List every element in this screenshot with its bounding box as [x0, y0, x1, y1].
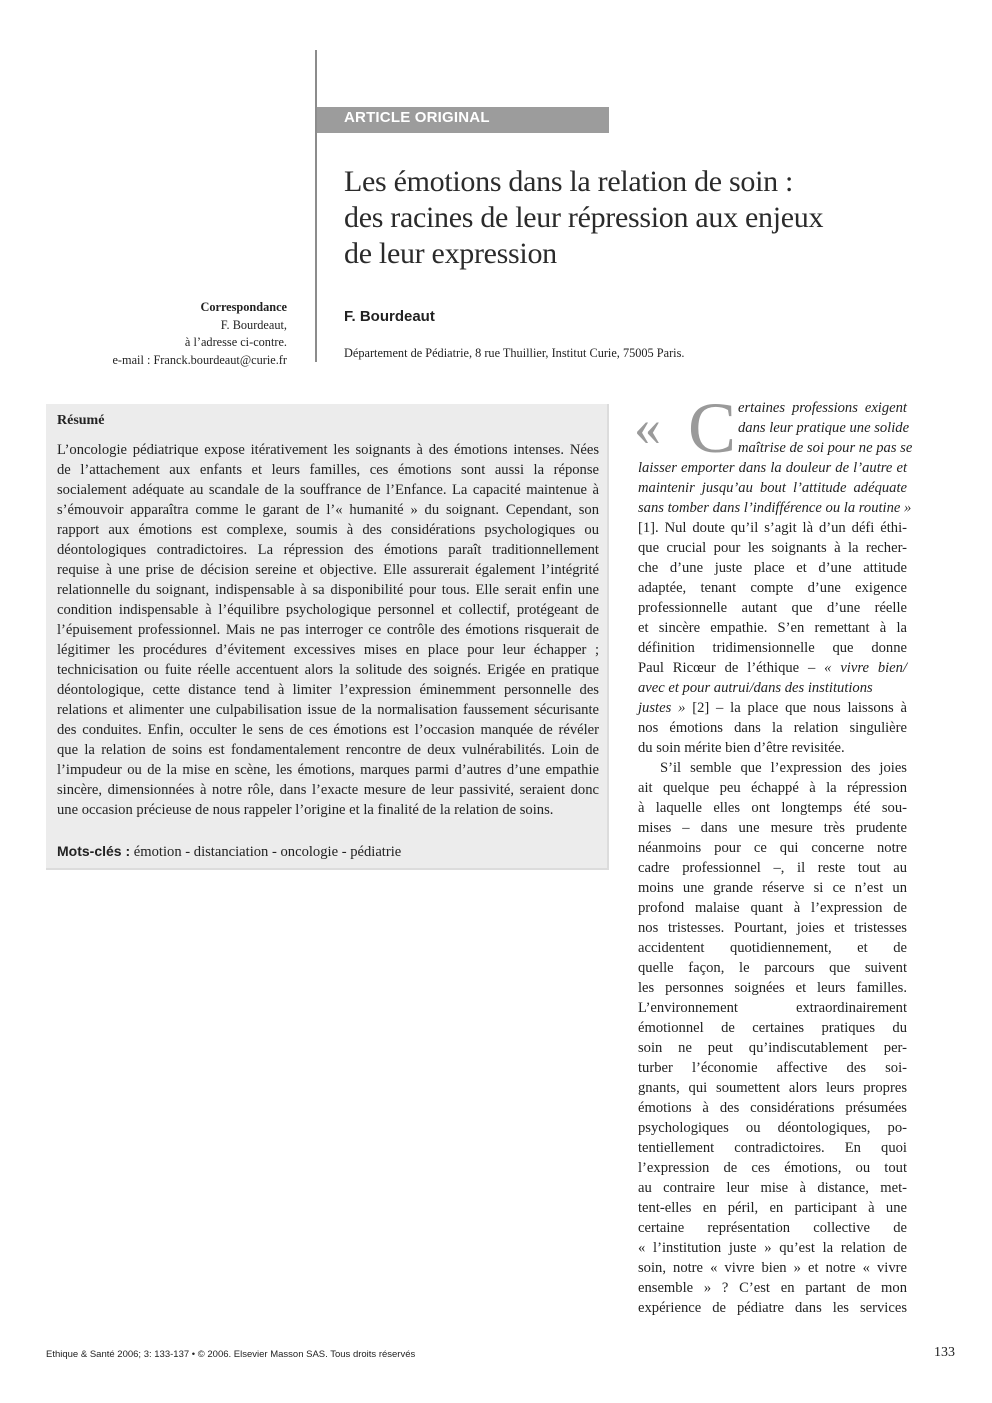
body-line: tentiellement contradictoires. En quoi	[638, 1140, 907, 1156]
body-line: profond malaise quant à l’expression de	[638, 900, 907, 916]
abstract-line: relations et alimenter une culpabilisation issue de la normalisation faussement sécurisante	[57, 702, 599, 718]
abstract-line: déontologique, cette distance tend à limiter l’expression éminemment personnelle des	[57, 682, 599, 698]
body-line: au contraire leur mise à distance, met-	[638, 1180, 907, 1196]
abstract-line: technicisation ou fuite réelle accentuent alors la solitude des soignés. Erigée en pratique	[57, 662, 599, 678]
body-line: nos émotions dans la relation singulière	[638, 720, 907, 736]
page-number: 133	[934, 1345, 955, 1360]
body-line: néanmoins pour ce qui concerne notre	[638, 840, 907, 856]
section-label-bar	[317, 107, 609, 133]
body-line: maîtrise de soi pour ne pas se	[738, 440, 913, 456]
section-label: ARTICLE ORIGINAL	[344, 109, 490, 126]
body-line: soin, notre « vivre bien » et notre « vivre	[638, 1260, 907, 1276]
body-line: S’il semble que l’expression des joies	[660, 760, 907, 776]
abstract-line: que la relation de soins est fondamentalement rencontre de deux vulnérabilités. Loin de	[57, 742, 599, 758]
correspondence-block	[60, 299, 287, 369]
correspondence-heading: Correspondance	[200, 300, 287, 314]
body-line: cadre professionnel –, il reste tout au	[638, 860, 907, 876]
body-line: psychologiques ou déontologiques, po-	[638, 1120, 907, 1136]
body-line: moins une grande réserve si ce n’est un	[638, 880, 907, 896]
body-line: émotions à des considérations présumées	[638, 1100, 907, 1116]
opening-quote-mark: «	[634, 397, 661, 457]
body-line: L’environnement extraordinairement	[638, 1000, 907, 1016]
abstract-box	[46, 404, 609, 870]
body-line: adaptée, tenant compte d’une exigence	[638, 580, 907, 596]
body-line: sans tomber dans l’indifférence ou la routine »	[638, 500, 912, 516]
abstract-line: des conduites. Enfin, occulter le sens de ces émotions est l’occasion manquée de révéler	[57, 722, 599, 738]
body-line: laisser emporter dans la douleur de l’autre et	[638, 460, 907, 476]
body-line: che d’une juste place et d’une attitude	[638, 560, 907, 576]
keywords-list: émotion - distanciation - oncologie - pédiatrie	[133, 844, 402, 860]
abstract-line: l’impudeur ou de la mise en scène, les émotions, marques parmi d’autres d’une empathie	[57, 762, 599, 778]
body-line: ertaines professions exigent	[738, 400, 907, 416]
body-line: justes » [2] – la place que nous laissons à	[638, 700, 908, 716]
correspondence-line: F. Bourdeaut,	[220, 317, 287, 332]
body-line: quelle façon, le parcours que suivent	[638, 960, 907, 976]
body-line: « l’institution juste » qu’est la relation de	[638, 1240, 907, 1256]
body-line: turber l’économie affective des soi-	[638, 1060, 907, 1076]
correspondence-line: à l’adresse ci-contre.	[184, 335, 287, 349]
footer-citation: Ethique & Santé 2006; 3: 133-137 • © 2006. Elsevier Masson SAS. Tous droits réservés	[46, 1349, 416, 1360]
body-line: dans leur pratique une solide	[738, 420, 910, 436]
author-affiliation: Département de Pédiatrie, 8 rue Thuillier, Institut Curie, 75005 Paris.	[344, 346, 685, 360]
author-name: F. Bourdeaut	[344, 308, 435, 325]
keywords	[57, 843, 401, 861]
body-line: l’expression de ces émotions, ou tout	[638, 1160, 907, 1176]
body-line: professionnelle autant que d’une réelle	[638, 600, 907, 616]
body-line: certaine représentation collective de	[638, 1220, 907, 1236]
body-line: à laquelle elles ont longtemps été sou-	[638, 800, 907, 816]
body-line: ait quelque peu échappé à la répression	[638, 780, 907, 796]
title-line: des racines de leur répression aux enjeux	[344, 201, 824, 234]
header-divider-line	[315, 50, 317, 362]
abstract-line: s’émouvoir apparaîtra comme le garant de l’« humanité » du soignant. Cependant, son	[57, 502, 599, 518]
body-line: ensemble » ? C’est en partant de mon	[638, 1280, 907, 1296]
keywords-label: Mots-clés :	[57, 843, 131, 859]
body-line: avec et pour autrui/dans des institutions	[638, 680, 873, 696]
title-line: Les émotions dans la relation de soin :	[344, 165, 794, 198]
abstract-line: de l’attachement aux enfants et leurs familles, ces émotions sont aussi la réponse	[57, 462, 599, 478]
body-line: mises – dans une mesure très prudente	[638, 820, 907, 836]
abstract-body	[57, 440, 599, 820]
abstract-heading: Résumé	[57, 413, 105, 428]
title-line: de leur expression	[344, 237, 557, 270]
abstract-line: légitimer les procédures d’évitement excessives mises en place pour leur échapper ;	[57, 642, 599, 658]
abstract-line: socialement adéquate au scandale de la souffrance de l’Enfance. La capacité maintenue à	[57, 482, 599, 498]
abstract-line: une occasion précieuse de nous rappeler l’origine et la finalité de la relation de soins.	[57, 802, 554, 818]
body-line: tent-elles en péril, en participant à une	[638, 1200, 907, 1216]
body-column	[638, 398, 913, 1318]
body-line: [1]. Nul doute qu’il s’agit là d’un défi éthi-	[638, 520, 907, 536]
correspondence-email: e-mail : Franck.bourdeaut@curie.fr	[112, 352, 287, 367]
body-line: définition tridimensionnelle que donne	[638, 640, 907, 656]
body-line: nos tristesses. Pourtant, joies et tristesses	[638, 920, 907, 936]
body-line: les personnes soignées et leurs familles.	[638, 980, 907, 996]
body-line: et sincère empathie. S’en remettant à la	[638, 620, 907, 636]
body-line: accidentent quotidiennement, et de	[638, 940, 907, 956]
body-line: gnants, qui soumettent alors leurs propres	[638, 1080, 907, 1096]
abstract-line: relationnelle du soignant, indispensable à sa disponibilité pour tous. Elle serait enfin une	[57, 582, 599, 598]
abstract-line: déontologiques contradictoires. La répression des émotions paraît traditionnellement	[57, 542, 599, 558]
body-line: expérience de pédiatre dans les services	[638, 1300, 907, 1316]
drop-cap: C	[688, 388, 737, 468]
body-line: du soin mérite bien d’être revisitée.	[638, 740, 845, 756]
abstract-line: sincère, dimensionnées à notre rôle, dans l’exacte mesure de leur passivité, seraient donc	[57, 782, 599, 798]
abstract-line: condition indispensable à l’équilibre psychologique personnel et collectif, protégeant de	[57, 602, 599, 618]
body-line: Paul Ricœur de l’éthique – « vivre bien/	[638, 660, 907, 676]
abstract-line: L’oncologie pédiatrique expose itérativement les soignants à des émotions intenses. Nées	[57, 442, 599, 458]
body-line: émotionnel de certaines pratiques du	[638, 1020, 907, 1036]
body-line: maintenir jusqu’au bout l’attitude adéquate	[638, 480, 907, 496]
abstract-line: l’épuisement professionnel. Mais ne pas interroger ce contrôle des émotions risquerait de	[57, 622, 599, 638]
abstract-line: requise à une prise de décision sereine et objective. Elle assurerait également l’intégrité	[57, 562, 599, 578]
abstract-line: rapport aux émotions est complexe, soumis à des considérations psychologiques ou	[57, 522, 599, 538]
body-line: que crucial pour les soignants à la recher-	[638, 540, 907, 556]
body-line: soin ne peut qu’indiscutablement per-	[638, 1040, 907, 1056]
article-title	[344, 164, 904, 272]
